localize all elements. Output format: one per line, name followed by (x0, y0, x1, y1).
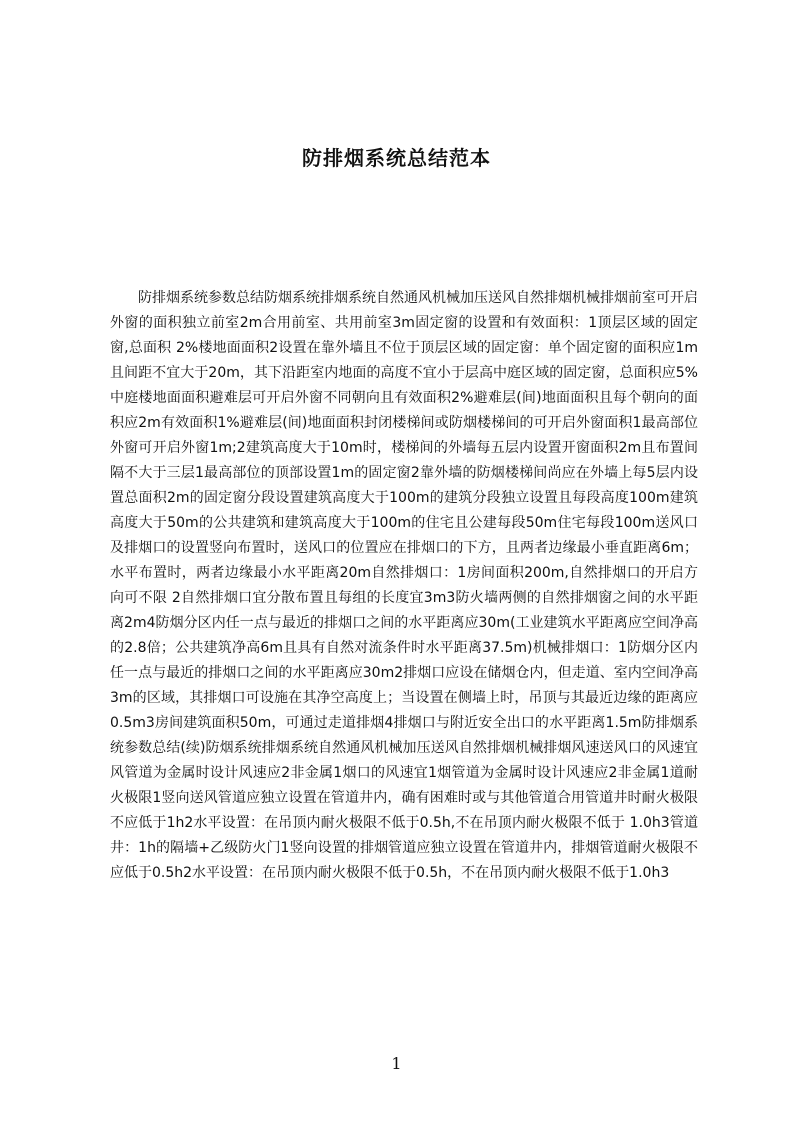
document-body-paragraph: 防排烟系统参数总结防烟系统排烟系统自然通风机械加压送风自然排烟机械排烟前室可开启外窗的面积独立前室2m合用前室、共用前室3m固定窗的设置和有效面积：1顶层区域的固定窗,总面积 2%楼地面面积2设置在靠外墙且不位于顶层区域的固定窗：单个固定窗的面积应1m且间距不宜大于20m，其下沿距室内地面的高度不宜小于层高中庭区域的固定窗，总面积应5%中庭楼地面面积避难层可开启外窗不同朝向且有效面积2%避难层(间)地面面积且每个朝向的面积应2m有效面积1%避难层(间)地面面积封闭楼梯间或防烟楼梯间的可开启外窗面积1最高部位外窗可开启外窗1m;2建筑高度大于10m时，楼梯间的外墙每五层内设置开窗面积2m且布置间隔不大于三层1最高部位的顶部设置1m的固定窗2靠外墙的防烟楼梯间尚应在外墙上每5层内设置总面积2m的固定窗分段设置建筑高度大于100m的建筑分段独立设置且每段高度100m建筑高度大于50m的公共建筑和建筑高度大于100m的住宅且公建每段50m住宅每段100m送风口及排烟口的设置竖向布置时，送风口的位置应在排烟口的下方，且两者边缘最小垂直距离6m；水平布置时，两者边缘最小水平距离20m自然排烟口：1房间面积200m,自然排烟口的开启方向可不限 2自然排烟口宜分散布置且每组的长度宜3m3防火墙两侧的自然排烟窗之间的水平距离2m4防烟分区内任一点与最近的排烟口之间的水平距离应30m(工业建筑水平距离应空间净高的2.8倍；公共建筑净高6m且具有自然对流条件时水平距离37.5m)机械排烟口：1防烟分区内任一点与最近的排烟口之间的水平距离应30m2排烟口应设在储烟仓内，但走道、室内空间净高3m的区域，其排烟口可设施在其净空高度上；当设置在侧墙上时，吊顶与其最近边缘的距离应0.5m3房间建筑面积50m，可通过走道排烟4排烟口与附近安全出口的水平距离1.5m防排烟系统参数总结(续)防烟系统排烟系统自然通风机械加压送风自然排烟机械排烟风速送风口的风速宜风管道为金属时设计风速应2非金属1烟口的风速宜1烟管道为金属时设计风速应2非金属1道耐火极限1竖向送风管道应独立设置在管道井内，确有困难时或与其他管道合用管道井时耐火极限不应低于1h2水平设置：在吊顶内耐火极限不低于0.5h,不在吊顶内耐火极限不低于 1.0h3管道井：1h的隔墙+乙级防火门1竖向设置的排烟管道应独立设置在管道井内，排烟管道耐火极限不应低于0.5h2水平设置：在吊顶内耐火极限不低于0.5h，不在吊顶内耐火极限不低于1.0h3 (110, 290, 698, 881)
document-title: 防排烟系统总结范本 (302, 146, 491, 170)
page-number: 1 (391, 1054, 402, 1073)
